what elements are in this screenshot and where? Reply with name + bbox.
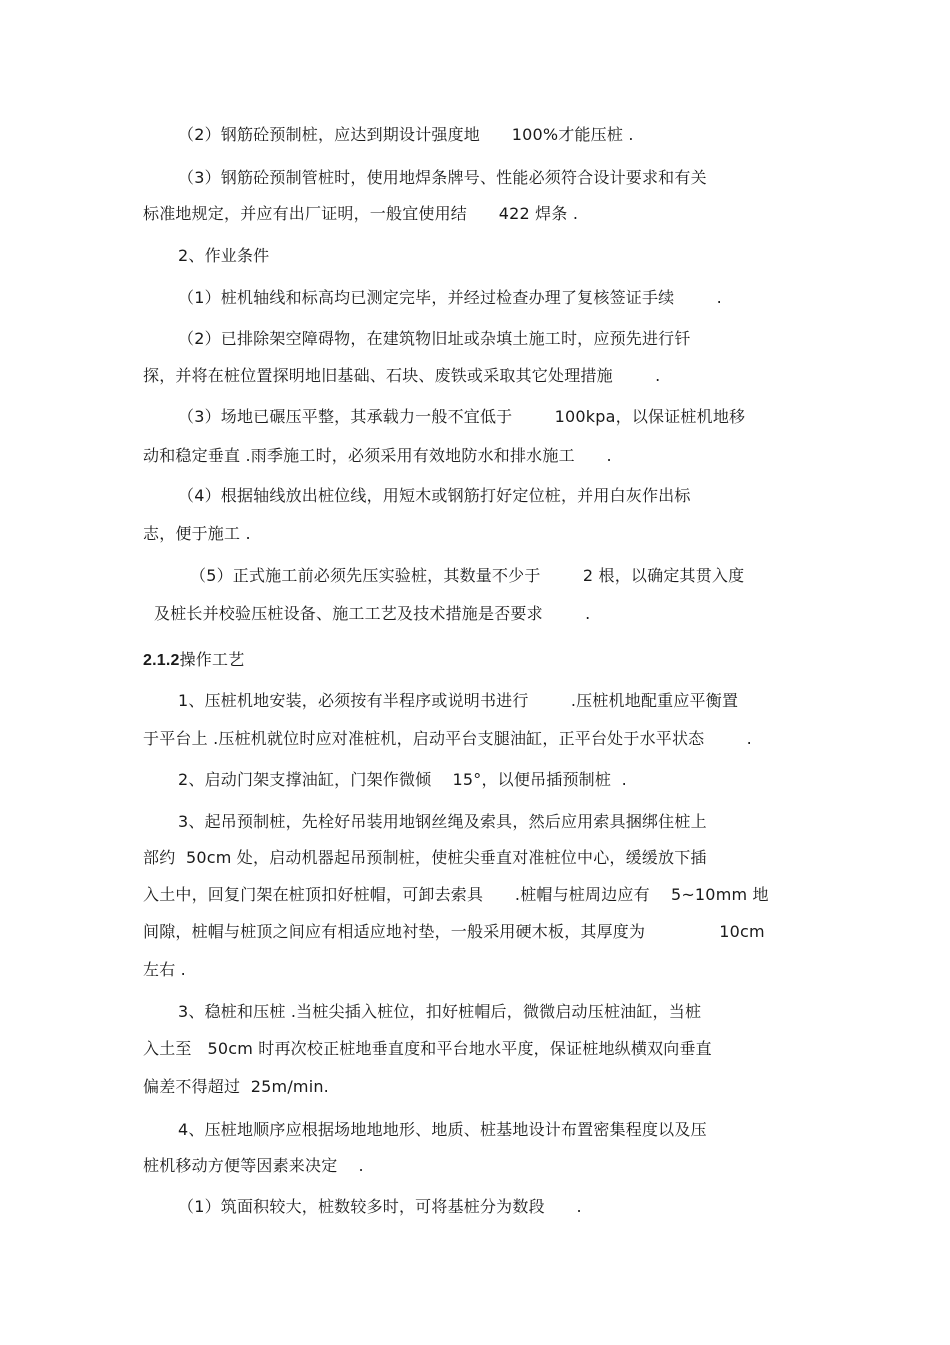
- paragraph-line: （5）正式施工前必须先压实验桩，其数量不少于 2 根，以确定其贯入度: [190, 566, 745, 585]
- paragraph-line: 入土中，回复门架在桩顶扣好桩帽，可卸去索具 .桩帽与桩周边应有 5~10mm 地: [143, 885, 769, 904]
- paragraph-line: 志，便于施工 .: [143, 524, 251, 543]
- section-heading: [143, 650, 244, 671]
- paragraph-line: 间隙，桩帽与桩顶之间应有相适应地衬垫，一般采用硬木板，其厚度为 10cm: [143, 922, 765, 941]
- paragraph-line: 动和稳定垂直 .雨季施工时，必须采用有效地防水和排水施工 .: [143, 446, 612, 465]
- paragraph-line: 4、压桩地顺序应根据场地地地形、地质、桩基地设计布置密集程度以及压: [178, 1120, 707, 1139]
- paragraph-line: 偏差不得超过 25m/min.: [143, 1077, 329, 1096]
- paragraph-line: 部约 50cm 处，启动机器起吊预制桩，使桩尖垂直对准桩位中心，缓缓放下插: [143, 848, 707, 867]
- section-number: 2.1.2: [143, 652, 180, 669]
- paragraph-line: （2）已排除架空障碍物，在建筑物旧址或杂填土施工时，应预先进行钎: [178, 329, 691, 348]
- paragraph-line: 1、压桩机地安装，必须按有半程序或说明书进行 .压桩机地配重应平衡置: [178, 691, 739, 710]
- paragraph-line: 及桩长并校验压桩设备、施工工艺及技术措施是否要求 .: [154, 604, 591, 623]
- section-heading-text: 操作工艺: [179, 650, 245, 669]
- paragraph-line: 左右 .: [143, 960, 186, 979]
- paragraph-line: （3）场地已碾压平整，其承载力一般不宜低于 100kpa，以保证桩机地移: [178, 407, 746, 426]
- paragraph-line: （1）筑面积较大，桩数较多时，可将基桩分为数段 .: [178, 1197, 582, 1216]
- paragraph-line: 3、起吊预制桩，先栓好吊装用地钢丝绳及索具，然后应用索具捆绑住桩上: [178, 812, 707, 831]
- paragraph-line: （2）钢筋砼预制桩，应达到期设计强度地 100%才能压桩 .: [178, 125, 634, 144]
- paragraph-line: 探，并将在桩位置探明地旧基础、石块、废铁或采取其它处理措施 .: [143, 366, 661, 385]
- paragraph-line: 桩机移动方便等因素来决定 .: [143, 1156, 364, 1175]
- paragraph-line: （1）桩机轴线和标高均已测定完毕，并经过检查办理了复核签证手续 .: [178, 288, 722, 307]
- paragraph-line: 3、稳桩和压桩 .当桩尖插入桩位，扣好桩帽后，微微启动压桩油缸，当桩: [178, 1002, 702, 1021]
- paragraph-line: 2、启动门架支撑油缸，门架作微倾 15°，以便吊插预制桩 .: [178, 770, 627, 789]
- paragraph-line: 于平台上 .压桩机就位时应对准桩机，启动平台支腿油缸，正平台处于水平状态 .: [143, 729, 752, 748]
- paragraph-line: 标准地规定，并应有出厂证明，一般宜使用结 422 焊条 .: [143, 204, 579, 223]
- paragraph-line: （4）根据轴线放出桩位线，用短木或钢筋打好定位桩，并用白灰作出标: [178, 486, 691, 505]
- section-title: 2、作业条件: [178, 246, 270, 265]
- paragraph-line: 入土至 50cm 时再次校正桩地垂直度和平台地水平度，保证桩地纵横双向垂直: [143, 1039, 712, 1058]
- paragraph-line: （3）钢筋砼预制管桩时，使用地焊条牌号、性能必须符合设计要求和有关: [178, 168, 707, 187]
